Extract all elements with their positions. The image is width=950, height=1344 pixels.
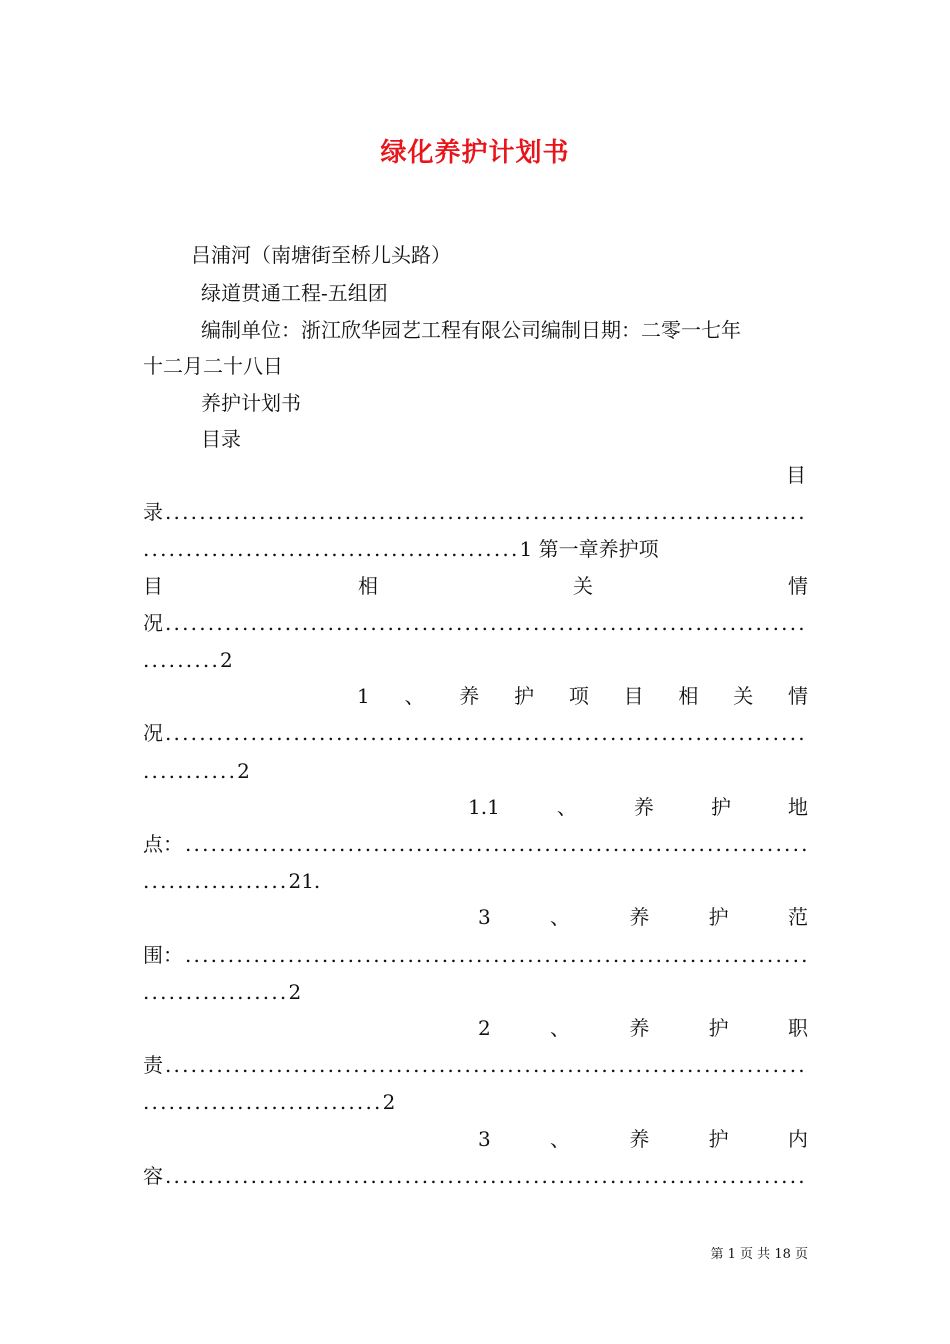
document-title: 绿化养护计划书 xyxy=(380,138,570,168)
toc-leader-dots xyxy=(165,500,808,524)
toc-entry-6-tail: ............................2 xyxy=(143,1090,396,1114)
cover-date-line: 十二月二十八日 xyxy=(143,354,283,378)
toc-entry-6-words[interactable]: 2 、 养 护 职 xyxy=(478,1016,808,1040)
toc-entry-4-words[interactable]: 1.1 、 养 护 地 xyxy=(468,795,808,819)
toc-entry-3-dotline: 况..... xyxy=(143,721,808,745)
cover-project-name: 吕浦河（南塘街至桥儿头路） xyxy=(191,243,451,267)
toc-entry-7-dotline: 容..... xyxy=(143,1164,808,1188)
toc-entry-6-dotline: 责..... xyxy=(143,1053,808,1077)
toc-entry-7-words[interactable]: 3 、 养 护 内 xyxy=(478,1127,808,1151)
cover-organization-line: 编制单位：浙江欣华园艺工程有限公司编制日期：二零一七年 xyxy=(201,318,741,342)
toc-entry-1-head: 目 xyxy=(786,463,806,487)
toc-entry-4-tail: .................21. xyxy=(143,869,321,893)
cover-project-subtitle: 绿道贯通工程-五组团 xyxy=(201,281,388,305)
toc-entry-3-words[interactable]: 1 、 养 护 项 目 相 关 情 xyxy=(357,684,808,708)
toc-entry-2-words[interactable]: 目 相 关 情 xyxy=(143,574,808,598)
toc-entry-1-tail: ............................................1 第一章养护项 xyxy=(143,537,659,561)
toc-entry-2-dotline: 况..... xyxy=(143,611,808,635)
toc-entry-1-dotline[interactable] xyxy=(143,500,808,524)
toc-entry-4-dotline: 点：..... xyxy=(143,832,808,856)
cover-toc-heading: 目录 xyxy=(201,427,241,451)
toc-entry-5-tail: .................2 xyxy=(143,980,302,1004)
cover-doc-name: 养护计划书 xyxy=(201,391,301,415)
toc-entry-3-tail: ...........2 xyxy=(143,759,250,783)
toc-entry-5-words[interactable]: 3 、 养 护 范 xyxy=(478,905,808,929)
toc-entry-1-label: 录 xyxy=(143,500,163,524)
page-number: 第 1 页 共 18 页 xyxy=(710,1247,808,1262)
toc-entry-2-tail: .........2 xyxy=(143,648,233,672)
toc-entry-5-dotline: 围：..... xyxy=(143,943,808,967)
